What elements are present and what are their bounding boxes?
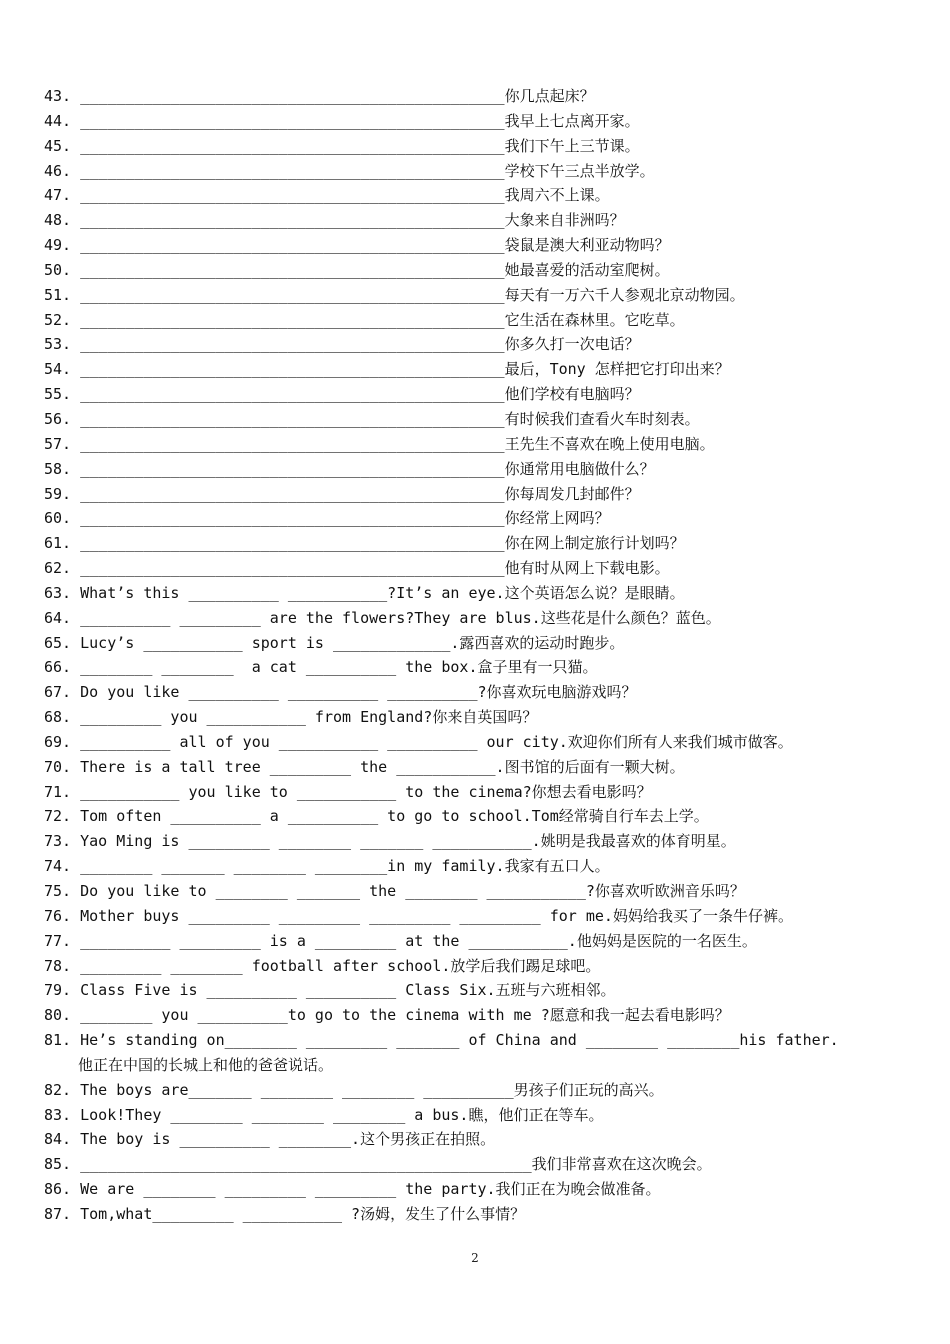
exercise-84: 84. The boy is __________ ________.这个男孩正在拍照。 — [44, 1130, 496, 1149]
exercise-70: 70. There is a tall tree _________ the ___________.图书馆的后面有一颗大树。 — [44, 757, 685, 776]
exercise-58: 58. _______________________________________________你通常用电脑做什么？ — [44, 459, 655, 478]
exercise-76: 76. Mother buys _________ _________ _________ _________ for me.妈妈给我买了一条牛仔裤。 — [44, 906, 793, 925]
exercise-69: 69. __________ all of you ___________ __________ our city.欢迎你们所有人来我们城市做客。 — [44, 732, 793, 751]
exercise-49: 49. _______________________________________________袋鼠是澳大利亚动物吗？ — [44, 236, 670, 255]
exercise-81: 81. He’s standing on________ _________ _______ of China and ________ ________his father. — [44, 1031, 839, 1050]
exercise-73: 73. Yao Ming is _________ ________ _______ ___________.姚明是我最喜欢的体育明星。 — [44, 832, 736, 851]
exercise-52: 52. _______________________________________________它生活在森林里。它吃草。 — [44, 310, 685, 329]
page-number: 2 — [471, 1251, 479, 1265]
exercise-75: 75. Do you like to ________ _______ the ________ ___________?你喜欢听欧洲音乐吗？ — [44, 882, 745, 900]
exercise-45: 45. _______________________________________________我们下午上三节课。 — [44, 136, 640, 155]
exercise-48: 48. _______________________________________________大象来自非洲吗？ — [44, 211, 625, 230]
exercise-67: 67. Do you like __________ __________ __________?你喜欢玩电脑游戏吗？ — [44, 683, 637, 702]
exercise-68: 68. _________ you ___________ from England?你来自英国吗？ — [44, 708, 538, 727]
exercise-51: 51. _______________________________________________每天有一万六千人参观北京动物园。 — [44, 285, 745, 304]
exercise-64: 64. __________ _________ are the flowers?They are blus.这些花是什么颜色？蓝色。 — [44, 608, 721, 627]
exercise-82: 82. The boys are_______ ________ ________ __________男孩子们正玩的高兴。 — [44, 1080, 664, 1099]
exercise-71: 71. ___________ you like to ___________ to the cinema?你想去看电影吗？ — [44, 782, 652, 801]
exercise-53: 53. _______________________________________________你多久打一次电话？ — [44, 335, 640, 354]
exercise-77: 77. __________ _________ is a _________ at the ___________.他妈妈是医院的一名医生。 — [44, 931, 757, 950]
exercise-62: 62. _______________________________________________他有时从网上下载电影。 — [44, 559, 670, 578]
exercise-66: 66. ________ ________ a cat __________ the box.盒子里有一只猫。 — [44, 658, 598, 677]
exercise-87: 87. Tom,what_________ ___________ ?汤姆，发生了什么事情？ — [44, 1204, 526, 1223]
exercise-list — [44, 84, 924, 1227]
exercise-85: 85. __________________________________________________我们非常喜欢在这次晚会。 — [44, 1155, 712, 1174]
exercise-47: 47. _______________________________________________我周六不上课。 — [44, 186, 610, 205]
exercise-43: 43. _______________________________________________你几点起床？ — [44, 87, 595, 105]
exercise-54: 54. _______________________________________________最后，Tony 怎样把它打印出来？ — [44, 360, 730, 379]
exercise-81-translation: 他正在中国的长城上和他的爸爸说话。 — [78, 1055, 334, 1074]
exercise-59: 59. _______________________________________________你每周发几封邮件？ — [44, 484, 640, 503]
exercise-55: 55. _______________________________________________他们学校有电脑吗？ — [44, 385, 640, 404]
exercise-60: 60. _______________________________________________你经常上网吗？ — [44, 509, 610, 528]
exercise-50: 50. _______________________________________________她最喜爱的活动室爬树。 — [44, 260, 670, 279]
exercise-56: 56. _______________________________________________有时候我们查看火车时刻表。 — [44, 409, 700, 428]
exercise-72: 72. Tom often __________ a __________ to go to school.Tom经常骑自行车去上学。 — [44, 807, 709, 826]
exercise-46: 46. _______________________________________________学校下午三点半放学。 — [44, 161, 655, 180]
exercise-44: 44. _______________________________________________我早上七点离开家。 — [44, 111, 640, 130]
exercise-63: 63. What’s this __________ ___________?It’s an eye.这个英语怎么说？是眼睛。 — [44, 583, 685, 602]
exercise-79: 79. Class Five is __________ __________ Class Six.五班与六班相邻。 — [44, 981, 616, 1000]
exercise-80: 80. ________ you __________to go to the cinema with me ?愿意和我一起去看电影吗？ — [44, 1006, 730, 1025]
exercise-74: 74. ________ _______ ________ ________in my family.我家有五口人。 — [44, 857, 610, 876]
exercise-57: 57. _______________________________________________王先生不喜欢在晚上使用电脑。 — [44, 434, 715, 453]
exercise-61: 61. _______________________________________________你在网上制定旅行计划吗？ — [44, 534, 685, 553]
exercise-83: 83. Look!They ________ ________ ________ a bus.瞧，他们正在等车。 — [44, 1105, 604, 1124]
exercise-65: 65. Lucy’s ___________ sport is _____________.露西喜欢的运动时跑步。 — [44, 633, 625, 652]
exercise-78: 78. _________ ________ football after school.放学后我们踢足球吧。 — [44, 956, 601, 975]
exercise-86: 86. We are ________ _________ _________ the party.我们正在为晚会做准备。 — [44, 1180, 661, 1199]
